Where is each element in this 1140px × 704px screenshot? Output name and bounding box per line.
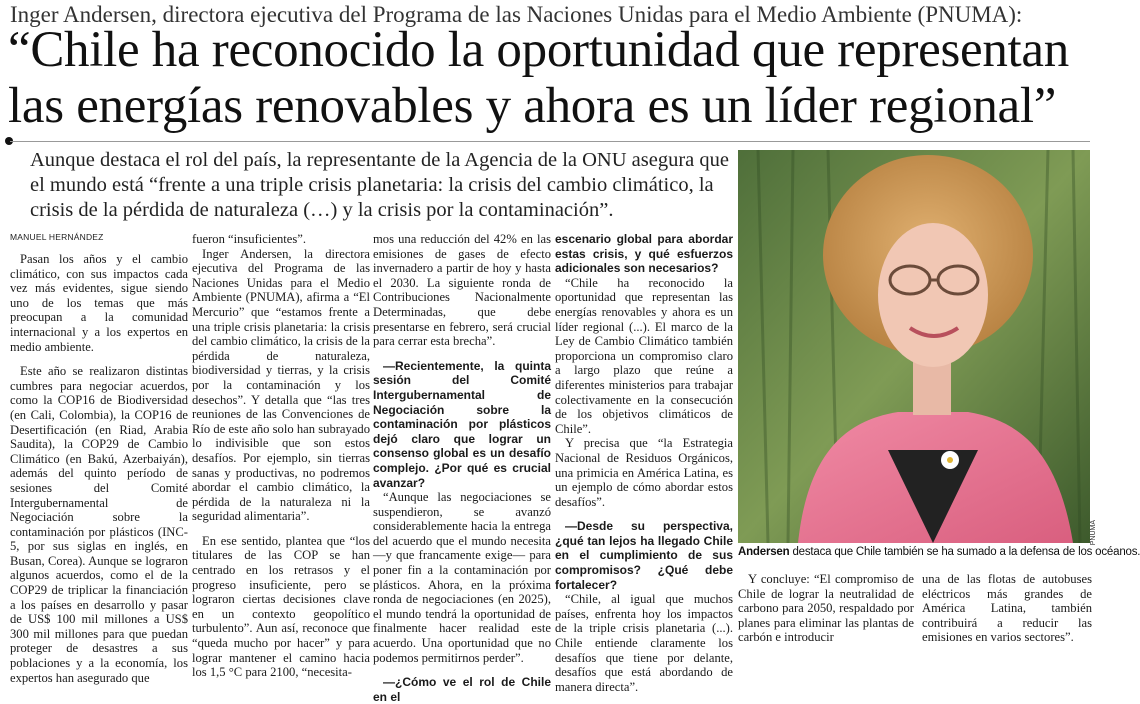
paragraph: Pasan los años y el cambio climático, con sus impactos cada vez más evidentes, sigue siendo uno de los temas que más preocupan a la comunidad internacional y a los expertos en medio ambiente.: [10, 252, 188, 354]
paragraph: Inger Andersen, la directora ejecutiva del Programa de las Naciones Unidas para el Medio Ambiente (PNUMA), afirma a “El Mercurio” que “estamos frente a una triple crisis planetaria: la crisis del cambio climático, la crisis de la pérdida de naturaleza, biodiversidad y tierras, y la crisis por la contaminación y los desechos”. Y detalla que “las tres reuniones de las Convenciones de Río de este año solo han subrayado lo indivisible que son estos desafíos. Por ejemplo, sin tierras sanas y productivas, no podremos abordar el cambio climático, la pérdida de la naturaleza ni la seguridad alimentaria”.: [192, 246, 370, 524]
body-column-6: [922, 572, 1092, 645]
paragraph: Este año se realizaron distintas cumbres para negociar acuerdos, como la COP16 de Biodiversidad (en Cali, Colombia), la COP16 de Desertificación (en Riad, Arabia Saudita), la COP29 de Cambio Climático (en Bakú, Azerbaiyán), además del quinto período de sesiones del Comité Intergubernamental de Negociación sobre la contaminación por plásticos (INC-5, por sus siglas en inglés, en Busan, Corea). Aunque se lograron algunos acuerdos, como el de la COP29 de triplicar la financiación a los países en desarrollo y pasar de US$ 100 mil millones a US$ 300 mil millones para que puedan proteger de desastres a sus poblaciones y a la economía, los expertos han asegurado que: [10, 364, 188, 685]
portrait-illustration: [738, 150, 1090, 543]
photo-caption: [738, 546, 1140, 558]
interview-question: —Desde su perspectiva, ¿qué tan lejos ha llegado Chile en el cumplimiento de sus compromisos? ¿Qué debe fortalecer?: [555, 519, 733, 592]
paragraph: “Aunque las negociaciones se suspendieron, se avanzó considerablemente hacia la entrega del acuerdo que el mundo necesita —y que francamente exige— para poner fin a la contaminación por plásticos. Ahora, en la próxima ronda de negociaciones (en 2025), el mundo tendrá la oportunidad de finalmente hacer realidad este acuerdo. Una oportunidad que no podemos permitirnos perder”.: [373, 490, 551, 665]
interview-question: —¿Cómo ve el rol de Chile en el: [373, 675, 551, 704]
byline: MANUEL HERNÁNDEZ: [10, 232, 104, 242]
body-column-3: [373, 232, 551, 704]
paragraph: Y concluye: “El compromiso de Chile de lograr la neutralidad de carbono para 2050, respaldado por planes para eliminar las plantas de carbón e introducir: [738, 572, 914, 645]
body-column-1: [10, 252, 188, 685]
caption-name: Andersen: [738, 546, 790, 558]
body-column-5: [738, 572, 914, 645]
headline: “Chile ha reconocido la oportunidad que representan las energías renovables y ahora es un líder regional”: [8, 22, 1069, 134]
lead-paragraph: Aunque destaca el rol del país, la representante de la Agencia de la ONU asegura que el mundo está “frente a una triple crisis planetaria: la crisis del cambio climático, la crisis de la pérdida de naturaleza (…) y la crisis por la contaminación”.: [30, 149, 729, 221]
paragraph: una de las flotas de autobuses eléctricos más grandes de América Latina, también contribuirá a reducir las emisiones en varios sectores”.: [922, 572, 1092, 645]
portrait-photo: [738, 150, 1090, 543]
paragraph: “Chile ha reconocido la oportunidad que representan las energías renovables y ahora es un líder regional (...). El marco de la Ley de Cambio Climático también proporciona un compromiso claro a largo plazo que reúne a diferentes ministerios para trabajar colectivamente en la consecución de los objetivos climáticos de Chile”.: [555, 275, 733, 436]
paragraph: mos una reducción del 42% en las emisiones de gases de efecto invernadero a partir de hoy y hasta el 2030. La siguiente ronda de Contribuciones Nacionalmente Determinadas, que debe presentarse en febrero, será crucial para cerrar esta brecha”.: [373, 232, 551, 349]
paragraph: fueron “insuficientes”.: [192, 232, 306, 246]
paragraph: “Chile, al igual que muchos países, enfrenta hoy los impactos de la triple crisis planetaria (...). Chile entiende claramente los desafíos que tiene por delante, desafíos que está abordando de manera directa”.: [555, 592, 733, 694]
body-column-4: [555, 232, 733, 694]
photo-credit: PNUMA: [1090, 520, 1097, 546]
paragraph: En ese sentido, plantea que “los titulares de las COP se han centrado en los retrasos y el progreso insuficiente, pero se lograron ciertas decisiones clave en un contexto geopolítico turbulento”. Aun así, reconoce que “queda mucho por hacer” y para lograr mantener el camino hacia los 1,5 °C para 2100, “necesita-: [192, 533, 370, 680]
body-column-2: [192, 232, 370, 680]
interview-question: —Recientemente, la quinta sesión del Comité Intergubernamental de Negociación sobre la contaminación por plásticos dejó claro que lograr un consenso global es un desafío complejo. ¿Por qué es crucial avanzar?: [373, 358, 551, 490]
interview-question: escenario global para abordar estas crisis, y qué esfuerzos adicionales son necesarios?: [555, 232, 733, 276]
kicker: Inger Andersen, directora ejecutiva del Programa de las Naciones Unidas para el Medio Ambiente (PNUMA):: [10, 2, 1023, 27]
section-rule: [10, 141, 1090, 142]
paragraph: Y precisa que “la Estrategia Nacional de Residuos Orgánicos, una primicia en América Latina, es un ejemplo de cómo abordar estos desafíos”.: [555, 436, 733, 509]
caption-text: destaca que Chile también se ha sumado a la defensa de los océanos.: [789, 546, 1140, 558]
